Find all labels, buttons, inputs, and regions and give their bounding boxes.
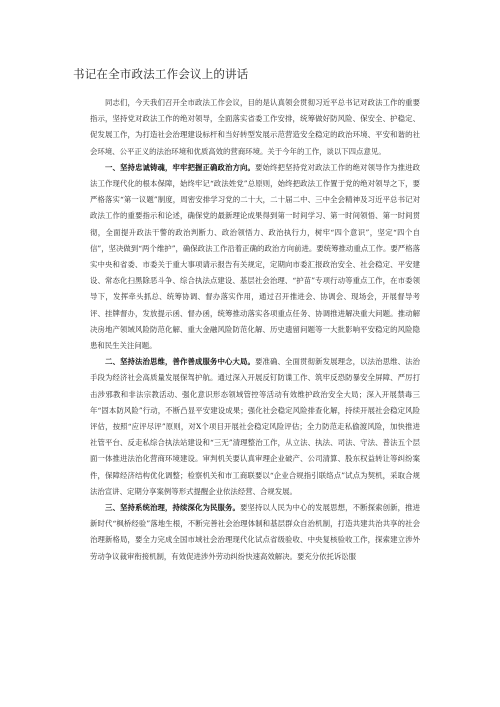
section-heading: 一、坚持忠诚铸魂，牢牢把握正确政治方向。	[105, 162, 256, 172]
paragraph-text: 要坚持以人民为中心的发展思想，不断探索创新，推进新时代“枫桥经验”落地生根，不断完善社会治理体制和基层群众自治机制，打造共建共治共享的社会治理新格局，要全力完成全国市域社会治理现代化试点省级验收、中央复核验收工作，探索建立涉外劳动争议裁审衔接机制，有效促进涉外劳动纠纷快速高效解决。要充分依托诉讼服	[90, 503, 420, 561]
document-title: 书记在全市政法工作会议上的讲话	[73, 67, 249, 81]
paragraph-intro	[90, 95, 420, 160]
document-body	[90, 95, 420, 565]
paragraph-text: 要始终把坚持党对政法工作的绝对领导作为推进政法工作现代化的根本保障，始终牢记“政法姓党”总原则，始终把政法工作置于党的绝对领导之下，要严格落实“第一议题”制度，周密安排学习党的二十大，二十届二中、三中全会精神及习近平总书记对政法工作的重要指示和论述，确保党的最新理论成果得到第一时间学习、第一时间领悟、第一时间贯彻，全面提升政法干警的政治判断力、政治领悟力、政治执行力，树牢“四个意识”，坚定“四个自信”，坚决做到“两个维护”，确保政法工作沿着正确的政治方向前进。要统筹推动重点工作。要严格落实中央和省委、市委关于重大事项请示报告有关规定，定期向市委汇报政治安全、社会稳定、平安建设、常态化扫黑除恶斗争、综合执法点建设、基层社会治理、“护苗”专项行动等重点工作，在市委领导下，发挥牵头抓总、统筹协调、督办落实作用，通过召开推进会、协调会、现场会，开展督导考评、挂牌督办，发放提示函、督办函，统筹推动落实各项重点任务、协调推进解决重大问题。推动解决房地产领域风险防范化解、重大金融风险防范化解、历史遗留问题等一大批影响平安稳定的风险隐患和民生关注问题。	[90, 162, 420, 351]
paragraph-text: 要准确、全面贯彻新发展理念，以法治思维、法治手段为经济社会高质量发展保驾护航。通过深入开展反钉防谍工作、筑牢反恐防暴安全屏障、严厉打击涉邪教和非法宗教活动、强化意识形态领域管控等活动有效维护政治安全大局；深入开展禁毒三年“固本防风险”行动，不断凸显平安建设成果；强化社会稳定风险排查化解，持续开展社会稳定风险评估，按照“应评尽评”原则，对X个项目开展社会稳定风险评估；全力防范走私偷渡风险，加快推进社管平台、反走私综合执法站建设和“三无”清理整治工作，从立法、执法、司法、守法、普法五个层面一体推进法治化营商环境建设。审判机关要认真审理企业破产、公司清算、股东权益转让等纠纷案件，保障经济结构优化调整；检察机关和市工商联要以“企业合规指引联络点”试点为契机，采取合规法治宣讲、定期分享案例等形式提醒企业依法经营、合规发展。	[90, 357, 420, 496]
section-heading: 三、坚持系统治理，持续深化为民服务。	[105, 503, 241, 513]
paragraph-section-2	[90, 354, 420, 500]
section-heading: 二、坚持法治思维，善作善成服务中心大局。	[105, 357, 256, 367]
paragraph-section-1	[90, 160, 420, 354]
paragraph-text: 同志们，今天我们召开全市政法工作会议，目的是认真领会贯彻习近平总书记对政法工作的重要指示，坚持党对政法工作的绝对领导，全面落实省委工作安排，统筹做好防风险、保安全、护稳定、促发展工作，为打造社会治理建设标杆和当好转型发展示范营造安全稳定的政治环境、平安和谐的社会环境、公平正义的法治环境和优质高效的营商环境。关于今年的工作，谈以下四点意见。	[90, 98, 420, 156]
paragraph-section-3	[90, 500, 420, 565]
